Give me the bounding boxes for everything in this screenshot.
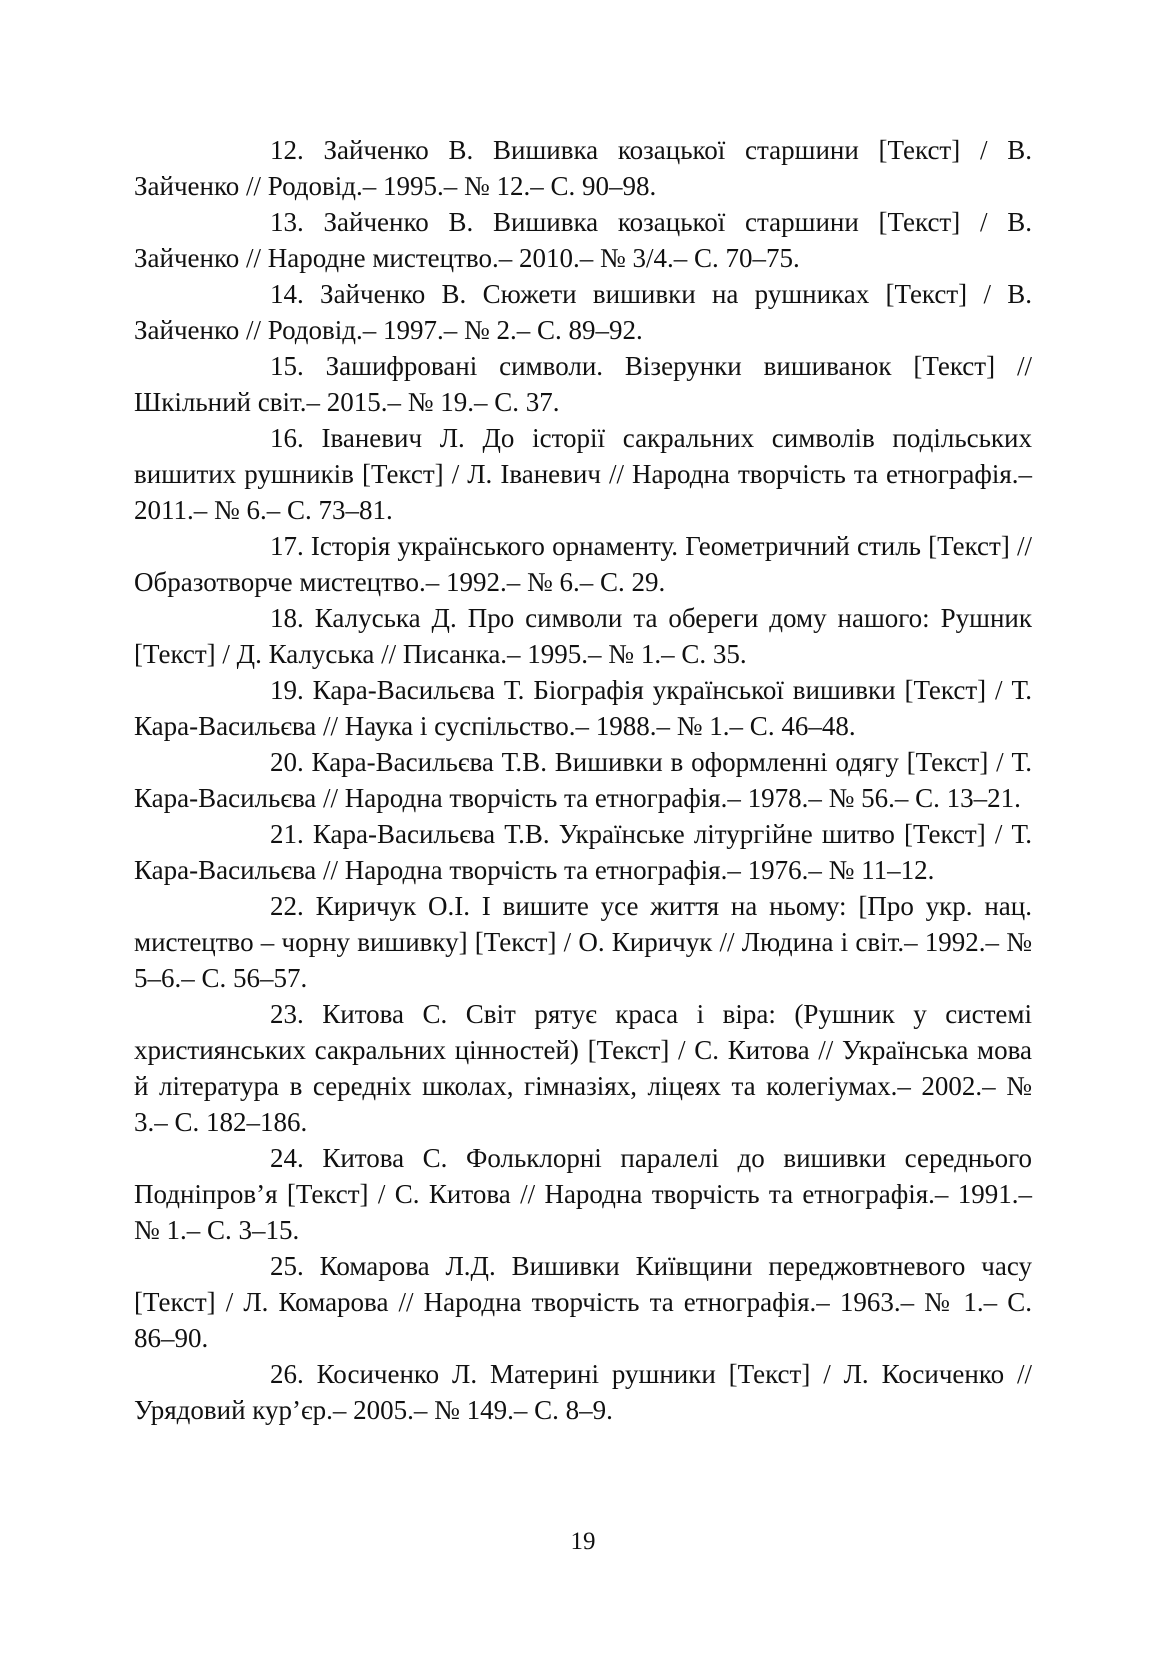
bibliography-entry-17: 17. Історія українського орнаменту. Геометричний стиль [Текст] // Образотворче мистецтво.– 1992.– № 6.– С. 29.	[134, 531, 1032, 597]
bibliography-list	[134, 132, 1032, 1428]
bibliography-entry-16: 16. Іваневич Л. До історії сакральних символів подільських вишитих рушників [Текст] / Л. Іваневич // Народна творчість та етнографія.– 2011.– № 6.– С. 73–81.	[134, 423, 1032, 525]
bibliography-entry-18: 18. Калуська Д. Про символи та обереги дому нашого: Рушник [Текст] / Д. Калуська // Писанка.– 1995.– № 1.– С. 35.	[134, 603, 1032, 669]
bibliography-entry-23: 23. Китова С. Світ рятує краса і віра: (Рушник у системі християнських сакральних цінностей) [Текст] / С. Китова // Українська мова й література в середніх школах, гімназіях, ліцеях та колегіумах.– 2002.– № 3.– С. 182–186.	[134, 999, 1032, 1137]
bibliography-entry-21: 21. Кара-Васильєва Т.В. Українське літургійне шитво [Текст] / Т. Кара-Васильєва // Народна творчість та етнографія.– 1976.– № 11–12.	[134, 819, 1032, 885]
page-number: 19	[570, 1528, 596, 1555]
bibliography-entry-12: 12. Зайченко В. Вишивка козацької старшини [Текст] / В. Зайченко // Родовід.– 1995.– № 12.– С. 90–98.	[134, 135, 1032, 201]
bibliography-entry-15: 15. Зашифровані символи. Візерунки вишиванок [Текст] // Шкільний світ.– 2015.– № 19.– С. 37.	[134, 351, 1032, 417]
bibliography-entry-24: 24. Китова С. Фольклорні паралелі до вишивки середнього Подніпров’я [Текст] / С. Китова // Народна творчість та етнографія.– 1991.– № 1.– С. 3–15.	[134, 1143, 1032, 1245]
bibliography-entry-26: 26. Косиченко Л. Материні рушники [Текст] / Л. Косиченко // Урядовий кур’єр.– 2005.– № 149.– С. 8–9.	[134, 1359, 1032, 1425]
bibliography-entry-19: 19. Кара-Васильєва Т. Біографія української вишивки [Текст] / Т. Кара-Васильєва // Наука і суспільство.– 1988.– № 1.– С. 46–48.	[134, 675, 1032, 741]
bibliography-entry-20: 20. Кара-Васильєва Т.В. Вишивки в оформленні одягу [Текст] / Т. Кара-Васильєва // Народна творчість та етнографія.– 1978.– № 56.– С. 13–21.	[134, 747, 1032, 813]
bibliography-entry-14: 14. Зайченко В. Сюжети вишивки на рушниках [Текст] / В. Зайченко // Родовід.– 1997.– № 2.– С. 89–92.	[134, 279, 1032, 345]
bibliography-entry-13: 13. Зайченко В. Вишивка козацької старшини [Текст] / В. Зайченко // Народне мистецтво.– 2010.– № 3/4.– С. 70–75.	[134, 207, 1032, 273]
bibliography-entry-25: 25. Комарова Л.Д. Вишивки Київщини переджовтневого часу [Текст] / Л. Комарова // Народна творчість та етнографія.– 1963.– № 1.– С. 86–90.	[134, 1251, 1032, 1353]
bibliography-entry-22: 22. Киричук О.І. І вишите усе життя на ньому: [Про укр. нац. мистецтво – чорну вишивку] [Текст] / О. Киричук // Людина і світ.– 1992.– № 5–6.– С. 56–57.	[134, 891, 1032, 993]
